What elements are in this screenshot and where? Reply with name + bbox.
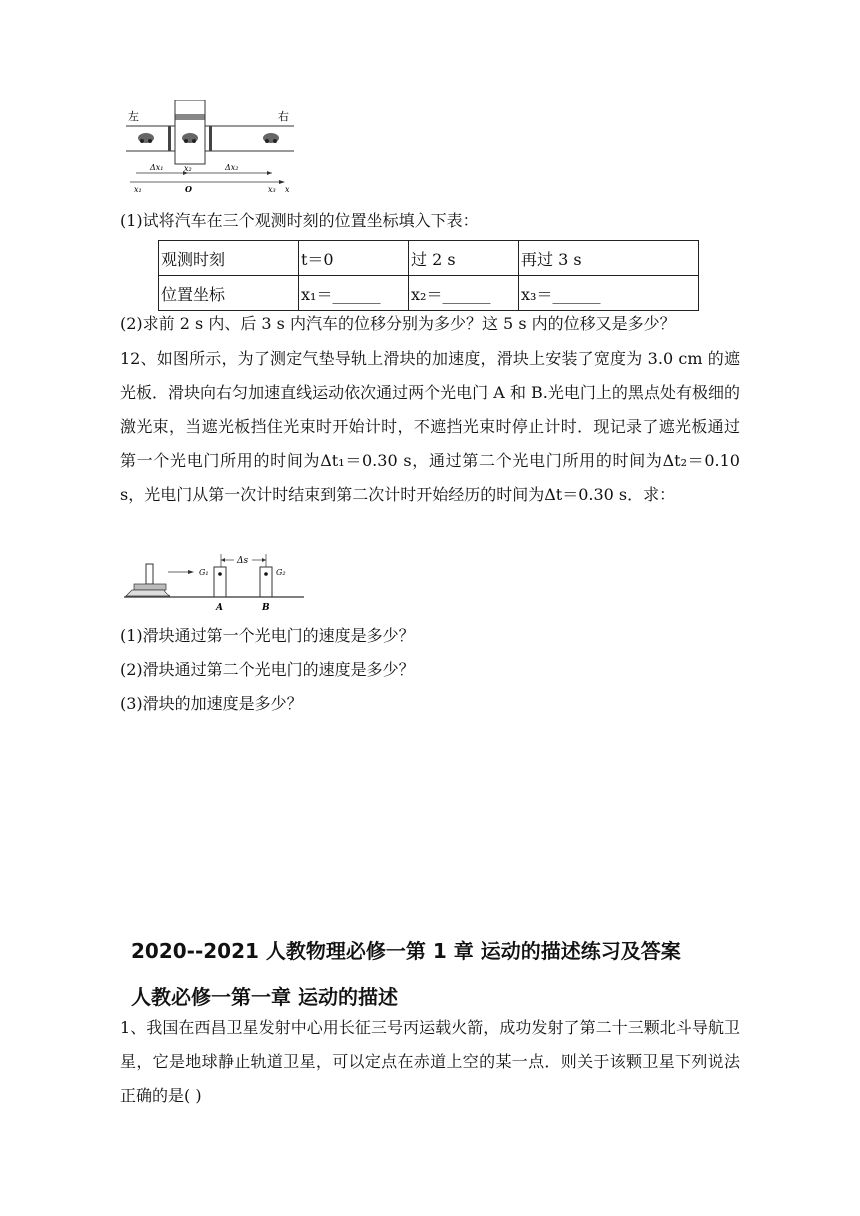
q11-part1: (1)试将汽车在三个观测时刻的位置坐标填入下表： — [120, 211, 479, 230]
table-cell: x₃＝______ — [519, 276, 699, 311]
label-right: 右 — [278, 110, 289, 123]
q12-text — [120, 342, 740, 512]
origin-label: O — [185, 184, 192, 194]
dx2-label: Δx₂ — [225, 163, 239, 172]
car-right-icon — [263, 133, 279, 143]
car-position-figure — [122, 100, 298, 194]
section-title: 2020--2021 人教物理必修一第 1 章 运动的描述练习及答案 — [131, 939, 681, 963]
observation-table — [158, 240, 699, 311]
table-cell: 观测时刻 — [159, 241, 299, 276]
x2-label: x₂ — [184, 164, 192, 173]
table-row — [159, 276, 699, 311]
table-row — [159, 241, 699, 276]
section-subtitle: 人教必修一第一章 运动的描述 — [131, 985, 398, 1009]
label-left: 左 — [128, 110, 139, 123]
slider-block-icon — [126, 564, 170, 596]
dx1-label: Δx₁ — [150, 163, 164, 172]
car-left-icon — [138, 133, 154, 143]
table-cell: 位置坐标 — [159, 276, 299, 311]
x3-label: x₃ — [268, 185, 276, 194]
q12-part3: (3)滑块的加速度是多少？ — [120, 694, 303, 713]
table-cell: x₁＝______ — [299, 276, 409, 311]
table-cell: 过 2 s — [409, 241, 519, 276]
g1-label: G₁ — [199, 568, 209, 577]
air-track-figure — [124, 550, 308, 616]
q11-part2: (2)求前 2 s 内、后 3 s 内汽车的位移分别为多少？这 5 s 内的位移又是多少？ — [120, 314, 676, 333]
axis-label: x — [285, 185, 290, 194]
table-cell: t＝0 — [299, 241, 409, 276]
ds-label: Δs — [237, 556, 249, 566]
gate-a-label: A — [216, 603, 223, 613]
q1-paragraph: 1、我国在西昌卫星发射中心用长征三号丙运载火箭，成功发射了第二十三颗北斗导航卫星，它是地球静止轨道卫星，可以定点在赤道上空的某一点．则关于该颗卫星下列说法正确的是( ) — [120, 1018, 740, 1105]
q1-text — [120, 1011, 740, 1113]
q12-paragraph: 12、如图所示，为了测定气垫导轨上滑块的加速度，滑块上安装了宽度为 3.0 cm 的遮光板．滑块向右匀加速直线运动依次通过两个光电门 A 和 B.光电门上的黑点处有极细的激光束，当遮光板挡住光束时开始计时，不遮挡光束时停止计时．现记录了遮光板通过第一个光电门所用的时间为Δt₁＝0.30 s，通过第二个光电门所用的时间为Δt₂＝0.10 s，光电门从第一次计时结束到第二次计时开始经历的时间为Δt＝0.30 s．求： — [120, 349, 740, 504]
table-cell: x₂＝______ — [409, 276, 519, 311]
table-cell: 再过 3 s — [519, 241, 699, 276]
gate-b-label: B — [262, 603, 270, 613]
car-middle-icon — [182, 133, 198, 143]
g2-label: G₂ — [276, 568, 286, 577]
q12-part2: (2)滑块通过第二个光电门的速度是多少？ — [120, 660, 415, 679]
x1-label: x₁ — [134, 185, 142, 194]
q12-part1: (1)滑块通过第一个光电门的速度是多少？ — [120, 626, 415, 645]
